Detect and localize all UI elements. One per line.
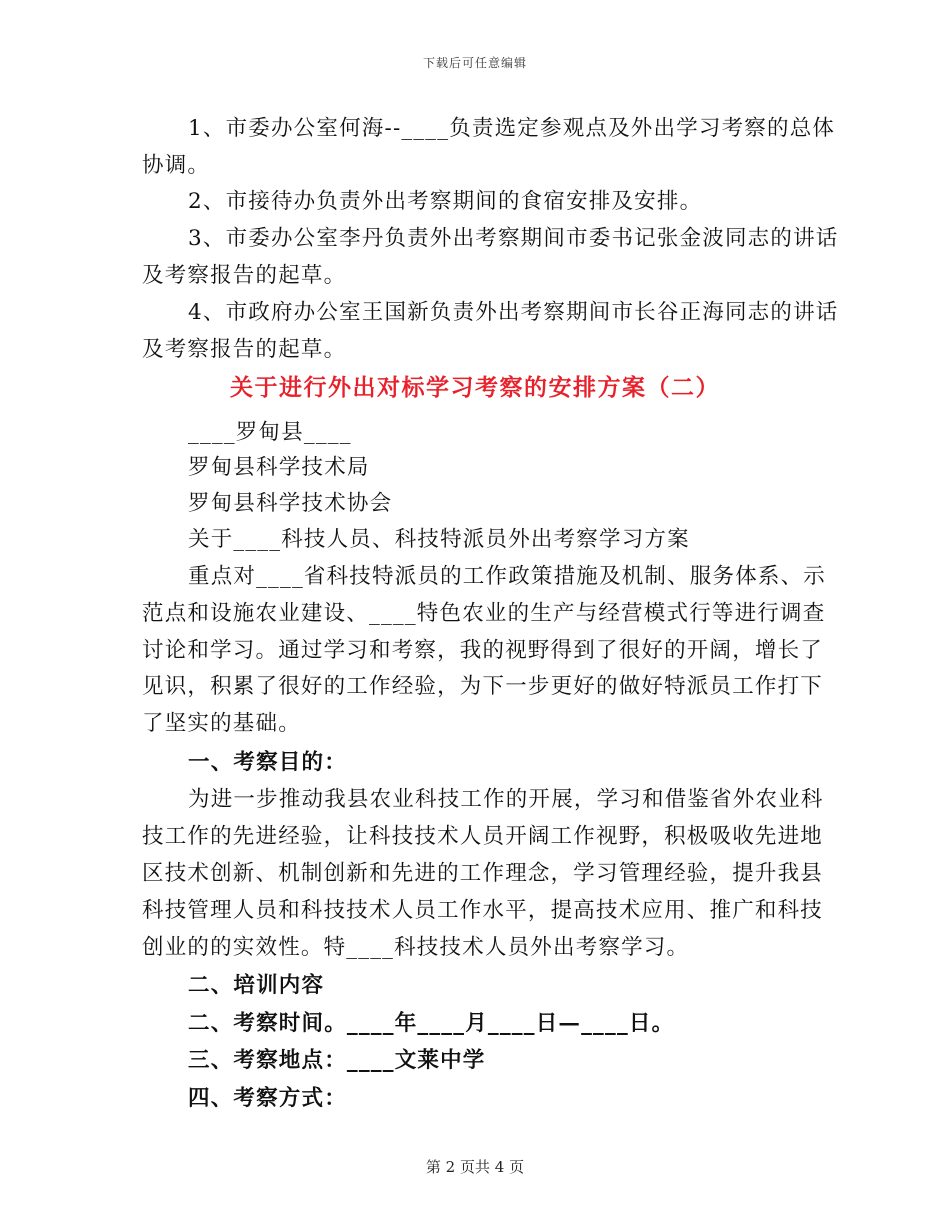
heading-purpose: 一、考察目的： [188,750,347,775]
heading-training: 二、培训内容 [188,973,325,998]
page-header: 下载后可任意编辑 [422,56,527,70]
heading-time: 二、考察时间。____年____月____日—____日。 [188,1011,675,1036]
paragraph-line: ____罗甸县____ [188,420,352,445]
paragraph-line: 技工作的先进经验，让科技技术人员开阔工作视野，积极吸收先进地 [142,824,824,849]
heading-method: 四、考察方式： [188,1086,347,1111]
paragraph-line: 创业的的实效性。特____科技技术人员外出考察学习。 [142,935,690,960]
paragraph-line: 1、市委办公室何海--____负责选定参观点及外出学习考察的总体 [188,116,836,141]
section-title: 关于进行外出对标学习考察的安排方案（二） [230,374,720,401]
paragraph-line: 罗甸县科学技术局 [188,455,370,480]
paragraph-line: 为进一步推动我县农业科技工作的开展，学习和借鉴省外农业科 [188,787,824,812]
heading-location: 三、考察地点：____文莱中学 [188,1048,486,1073]
page-footer: 第 2 页共 4 页 [425,1158,525,1176]
paragraph-line: 讨论和学习。通过学习和考察，我的视野得到了很好的开阔，增长了 [142,638,824,663]
paragraph-line: 2、市接待办负责外出考察期间的食宿安排及安排。 [188,189,703,214]
paragraph-line: 关于____科技人员、科技特派员外出考察学习方案 [188,527,690,552]
paragraph-line: 范点和设施农业建设、____特色农业的生产与经营模式行等进行调查 [142,601,826,626]
paragraph-line: 见识，积累了很好的工作经验，为下一步更好的做好特派员工作打下 [142,674,824,699]
paragraph-line: 3、市委办公室李丹负责外出考察期间市委书记张金波同志的讲话 [188,226,839,251]
paragraph-line: 及考察报告的起草。 [142,337,347,362]
paragraph-line: 协调。 [142,153,211,178]
paragraph-line: 及考察报告的起草。 [142,263,347,288]
paragraph-line: 了坚实的基础。 [142,711,301,736]
paragraph-line: 区技术创新、机制创新和先进的工作理念，学习管理经验，提升我县 [142,861,824,886]
paragraph-line: 科技管理人员和科技技术人员工作水平，提高技术应用、推广和科技 [142,898,824,923]
paragraph-line: 罗甸县科学技术协会 [188,491,393,516]
paragraph-line: 4、市政府办公室王国新负责外出考察期间市长谷正海同志的讲话 [188,300,839,325]
paragraph-line: 重点对____省科技特派员的工作政策措施及机制、服务体系、示 [188,564,827,589]
